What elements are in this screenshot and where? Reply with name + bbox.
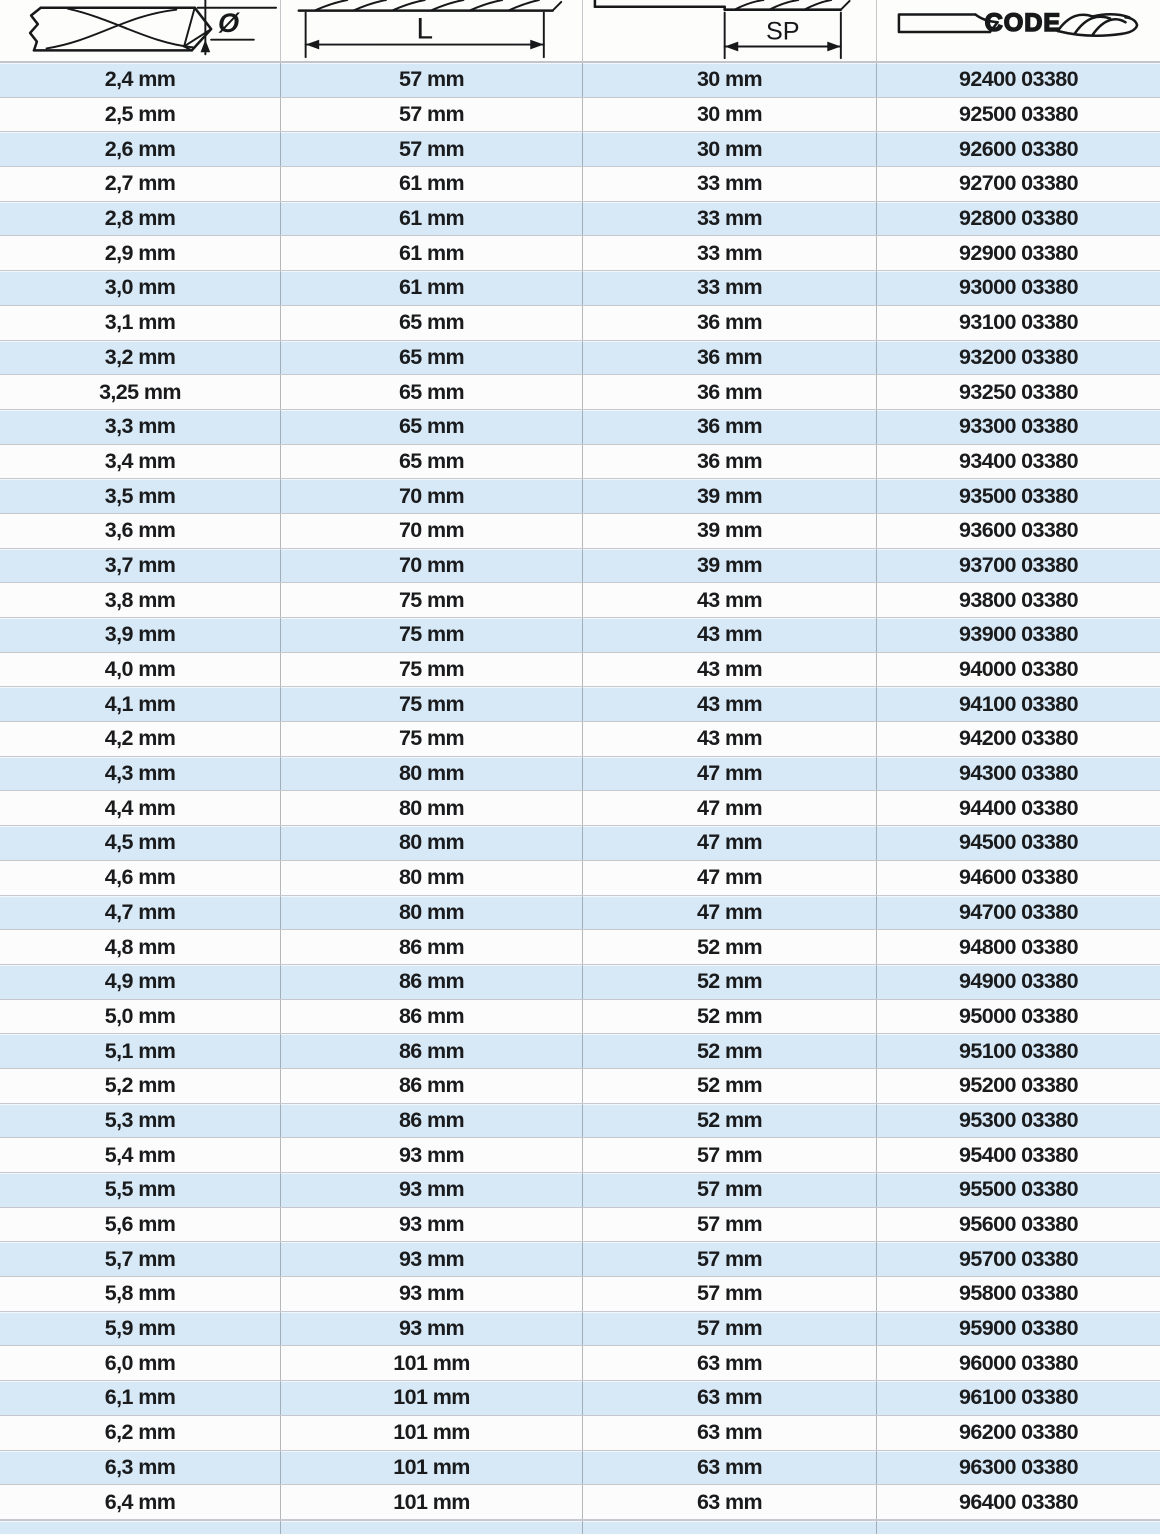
cell-flute-length: 39 mm bbox=[583, 549, 877, 583]
cell-length: 75 mm bbox=[281, 722, 583, 756]
cell-code: 95900 03380 bbox=[959, 1316, 1078, 1341]
cell-diameter: 3,25 mm bbox=[0, 375, 281, 409]
column-header-code bbox=[877, 0, 1160, 61]
cell-diameter: 5,5 mm bbox=[0, 1173, 281, 1207]
cell-diameter: 5,7 mm bbox=[0, 1242, 281, 1276]
cell-diameter: 3,1 mm bbox=[0, 306, 281, 340]
cell-code: 93200 03380 bbox=[959, 344, 1078, 369]
table-row bbox=[0, 341, 1160, 376]
cell-diameter: 4,2 mm bbox=[0, 722, 281, 756]
cell-length: 93 mm bbox=[281, 1277, 583, 1311]
cell-length: 86 mm bbox=[281, 1104, 583, 1138]
cell-flute-length: 30 mm bbox=[583, 98, 877, 132]
table-row bbox=[0, 757, 1160, 792]
cell-flute-length: 47 mm bbox=[583, 757, 877, 791]
drill-code-diagram bbox=[877, 0, 1160, 61]
cell-length: 93 mm bbox=[281, 1138, 583, 1172]
table-row bbox=[0, 98, 1160, 133]
cell-flute-length: 52 mm bbox=[583, 1104, 877, 1138]
cell-diameter: 4,5 mm bbox=[0, 826, 281, 860]
cell-flute-length: 47 mm bbox=[583, 826, 877, 860]
cell-flute-length: 57 mm bbox=[583, 1277, 877, 1311]
cell-diameter: 3,0 mm bbox=[0, 271, 281, 305]
cell-code: 93800 03380 bbox=[959, 587, 1078, 612]
cell-diameter: 4,0 mm bbox=[0, 653, 281, 687]
cell-length: 93 mm bbox=[281, 1242, 583, 1276]
table-row bbox=[0, 132, 1160, 167]
drill-length-diagram bbox=[281, 0, 582, 61]
cell-length: 61 mm bbox=[281, 202, 583, 236]
cell-code: 94800 03380 bbox=[959, 934, 1078, 959]
cell-flute-length: 43 mm bbox=[583, 583, 877, 617]
cell-length: 93 mm bbox=[281, 1312, 583, 1346]
cell-diameter: 5,6 mm bbox=[0, 1208, 281, 1242]
cell-length: 57 mm bbox=[281, 132, 583, 166]
length-symbol-label: L bbox=[416, 12, 434, 46]
cell-diameter: 5,0 mm bbox=[0, 1000, 281, 1034]
cell-diameter: 5,4 mm bbox=[0, 1138, 281, 1172]
table-row bbox=[0, 1242, 1160, 1277]
cell-flute-length: 33 mm bbox=[583, 202, 877, 236]
cell-diameter: 3,9 mm bbox=[0, 618, 281, 652]
cell-length: 93 mm bbox=[281, 1208, 583, 1242]
cell-code: 93400 03380 bbox=[959, 448, 1078, 473]
cell-diameter: 2,8 mm bbox=[0, 202, 281, 236]
cell-length: 80 mm bbox=[281, 861, 583, 895]
cell-code: 94600 03380 bbox=[959, 865, 1078, 890]
table-row bbox=[0, 167, 1160, 202]
cell-code: 92600 03380 bbox=[959, 136, 1078, 161]
cell-diameter: 3,6 mm bbox=[0, 514, 281, 548]
cell-length: 101 mm bbox=[281, 1416, 583, 1450]
cell-diameter: 3,8 mm bbox=[0, 583, 281, 617]
table-row bbox=[0, 410, 1160, 445]
cell-flute-length: 57 mm bbox=[583, 1173, 877, 1207]
cell-length: 86 mm bbox=[281, 1000, 583, 1034]
cell-diameter: 5,1 mm bbox=[0, 1034, 281, 1068]
cell-length: 61 mm bbox=[281, 167, 583, 201]
cell-length: 86 mm bbox=[281, 1069, 583, 1103]
cell-diameter: 4,3 mm bbox=[0, 757, 281, 791]
cell-length: 86 mm bbox=[281, 965, 583, 999]
column-header-diameter bbox=[0, 0, 281, 61]
cell-flute-length: 43 mm bbox=[583, 687, 877, 721]
cell-diameter: 6,4 mm bbox=[0, 1485, 281, 1519]
cell-code: 94300 03380 bbox=[959, 761, 1078, 786]
table-row bbox=[0, 896, 1160, 931]
cell-diameter: 6,3 mm bbox=[0, 1451, 281, 1485]
cell-length: 65 mm bbox=[281, 445, 583, 479]
table-row bbox=[0, 1069, 1160, 1104]
code-label: CODE bbox=[984, 8, 1062, 37]
cell-code: 95400 03380 bbox=[959, 1142, 1078, 1167]
cell-length: 75 mm bbox=[281, 583, 583, 617]
cell-length: 57 mm bbox=[281, 63, 583, 97]
table-row bbox=[0, 1034, 1160, 1069]
cell-length: 65 mm bbox=[281, 306, 583, 340]
cell-code: 95200 03380 bbox=[959, 1073, 1078, 1098]
table-row bbox=[0, 479, 1160, 514]
table-row bbox=[0, 1381, 1160, 1416]
cell-length: 75 mm bbox=[281, 618, 583, 652]
cell-flute-length: 57 mm bbox=[583, 1138, 877, 1172]
cell-flute-length: 63 mm bbox=[583, 1381, 877, 1415]
cell-flute-length: 57 mm bbox=[583, 1208, 877, 1242]
cell-flute-length: 36 mm bbox=[583, 341, 877, 375]
cell-diameter: 5,2 mm bbox=[0, 1069, 281, 1103]
cell-diameter: 3,2 mm bbox=[0, 341, 281, 375]
cell-diameter: 3,5 mm bbox=[0, 479, 281, 513]
table-row bbox=[0, 861, 1160, 896]
cell-length: 70 mm bbox=[281, 479, 583, 513]
cell-code: 95600 03380 bbox=[959, 1212, 1078, 1237]
cell-diameter: 6,1 mm bbox=[0, 1381, 281, 1415]
cell-code: 93300 03380 bbox=[959, 414, 1078, 439]
column-header-length bbox=[281, 0, 583, 61]
cell-code: 93900 03380 bbox=[959, 622, 1078, 647]
table-row bbox=[0, 826, 1160, 861]
cell-diameter: 4,4 mm bbox=[0, 791, 281, 825]
cell-diameter: 2,9 mm bbox=[0, 236, 281, 270]
cell-length: 70 mm bbox=[281, 549, 583, 583]
cell-code: 96300 03380 bbox=[959, 1454, 1078, 1479]
cell-flute-length: 63 mm bbox=[583, 1485, 877, 1519]
cell-diameter: 5,9 mm bbox=[0, 1312, 281, 1346]
table-row bbox=[0, 63, 1160, 98]
table-row bbox=[0, 1173, 1160, 1208]
drill-flute-length-diagram bbox=[583, 0, 876, 61]
table-row bbox=[0, 791, 1160, 826]
cell-flute-length: 36 mm bbox=[583, 410, 877, 444]
cell-flute-length: 43 mm bbox=[583, 618, 877, 652]
cell-diameter: 4,8 mm bbox=[0, 930, 281, 964]
cell-code: 93700 03380 bbox=[959, 552, 1078, 577]
cell-code: 96200 03380 bbox=[959, 1420, 1078, 1445]
table-row bbox=[0, 236, 1160, 271]
cell-length: 57 mm bbox=[281, 98, 583, 132]
cell-length: 80 mm bbox=[281, 757, 583, 791]
cell-diameter: 4,6 mm bbox=[0, 861, 281, 895]
cell-diameter: 2,7 mm bbox=[0, 167, 281, 201]
cell-code: 94100 03380 bbox=[959, 691, 1078, 716]
cell-code: 94900 03380 bbox=[959, 969, 1078, 994]
cell-code: 94700 03380 bbox=[959, 899, 1078, 924]
cell-length: 101 mm bbox=[281, 1381, 583, 1415]
table-header bbox=[0, 0, 1160, 63]
cell-code: 92800 03380 bbox=[959, 206, 1078, 231]
table-row bbox=[0, 514, 1160, 549]
table-row bbox=[0, 1138, 1160, 1173]
cell-code: 93000 03380 bbox=[959, 275, 1078, 300]
cell-code: 93600 03380 bbox=[959, 518, 1078, 543]
table-row bbox=[0, 722, 1160, 757]
cell-flute-length: 52 mm bbox=[583, 1034, 877, 1068]
cell-code: 92500 03380 bbox=[959, 102, 1078, 127]
cell-flute-length: 36 mm bbox=[583, 375, 877, 409]
table-row bbox=[0, 653, 1160, 688]
table-row bbox=[0, 1000, 1160, 1035]
cell-flute-length: 52 mm bbox=[583, 930, 877, 964]
cell-length: 75 mm bbox=[281, 687, 583, 721]
partial-next-row bbox=[0, 1520, 1160, 1534]
cell-flute-length: 57 mm bbox=[583, 1242, 877, 1276]
table-row bbox=[0, 618, 1160, 653]
cell-diameter: 4,9 mm bbox=[0, 965, 281, 999]
cell-flute-length: 52 mm bbox=[583, 1069, 877, 1103]
cell-flute-length: 30 mm bbox=[583, 63, 877, 97]
diameter-symbol-label: Ø bbox=[218, 6, 240, 38]
cell-code: 95700 03380 bbox=[959, 1246, 1078, 1271]
cell-flute-length: 47 mm bbox=[583, 861, 877, 895]
cell-length: 61 mm bbox=[281, 271, 583, 305]
table-row bbox=[0, 965, 1160, 1000]
cell-code: 96400 03380 bbox=[959, 1489, 1078, 1514]
cell-flute-length: 52 mm bbox=[583, 965, 877, 999]
cell-length: 80 mm bbox=[281, 826, 583, 860]
cell-flute-length: 63 mm bbox=[583, 1451, 877, 1485]
cell-flute-length: 57 mm bbox=[583, 1312, 877, 1346]
cell-flute-length: 36 mm bbox=[583, 306, 877, 340]
cell-length: 101 mm bbox=[281, 1346, 583, 1380]
table-row bbox=[0, 1312, 1160, 1347]
cell-flute-length: 63 mm bbox=[583, 1416, 877, 1450]
table-row bbox=[0, 1104, 1160, 1139]
cell-code: 94000 03380 bbox=[959, 657, 1078, 682]
table-row bbox=[0, 445, 1160, 480]
table-row bbox=[0, 1485, 1160, 1520]
cell-length: 61 mm bbox=[281, 236, 583, 270]
table-row bbox=[0, 271, 1160, 306]
cell-code: 95800 03380 bbox=[959, 1281, 1078, 1306]
cell-code: 96000 03380 bbox=[959, 1350, 1078, 1375]
cell-code: 94400 03380 bbox=[959, 795, 1078, 820]
cell-diameter: 4,1 mm bbox=[0, 687, 281, 721]
cell-code: 95100 03380 bbox=[959, 1038, 1078, 1063]
table-row bbox=[0, 930, 1160, 965]
cell-diameter: 4,7 mm bbox=[0, 896, 281, 930]
cell-code: 94200 03380 bbox=[959, 726, 1078, 751]
table-row bbox=[0, 202, 1160, 237]
cell-length: 65 mm bbox=[281, 410, 583, 444]
cell-flute-length: 39 mm bbox=[583, 514, 877, 548]
cell-flute-length: 33 mm bbox=[583, 236, 877, 270]
table-row bbox=[0, 1451, 1160, 1486]
table-row bbox=[0, 549, 1160, 584]
cell-code: 93500 03380 bbox=[959, 483, 1078, 508]
cell-length: 101 mm bbox=[281, 1451, 583, 1485]
cell-diameter: 3,4 mm bbox=[0, 445, 281, 479]
table-row bbox=[0, 1346, 1160, 1381]
cell-flute-length: 30 mm bbox=[583, 132, 877, 166]
cell-code: 94500 03380 bbox=[959, 830, 1078, 855]
cell-code: 95000 03380 bbox=[959, 1003, 1078, 1028]
table-row bbox=[0, 1208, 1160, 1243]
table-row bbox=[0, 306, 1160, 341]
table-body bbox=[0, 63, 1160, 1520]
cell-diameter: 2,6 mm bbox=[0, 132, 281, 166]
cell-diameter: 3,3 mm bbox=[0, 410, 281, 444]
table-row bbox=[0, 1416, 1160, 1451]
cell-flute-length: 52 mm bbox=[583, 1000, 877, 1034]
cell-diameter: 6,0 mm bbox=[0, 1346, 281, 1380]
cell-code: 92700 03380 bbox=[959, 171, 1078, 196]
cell-flute-length: 47 mm bbox=[583, 791, 877, 825]
cell-code: 93250 03380 bbox=[959, 379, 1078, 404]
cell-code: 93100 03380 bbox=[959, 310, 1078, 335]
cell-length: 93 mm bbox=[281, 1173, 583, 1207]
cell-flute-length: 47 mm bbox=[583, 896, 877, 930]
table-row bbox=[0, 583, 1160, 618]
cell-diameter: 3,7 mm bbox=[0, 549, 281, 583]
cell-code: 95300 03380 bbox=[959, 1107, 1078, 1132]
cell-code: 95500 03380 bbox=[959, 1177, 1078, 1202]
cell-length: 65 mm bbox=[281, 375, 583, 409]
cell-diameter: 5,8 mm bbox=[0, 1277, 281, 1311]
flute-symbol-label: SP bbox=[765, 17, 800, 46]
table-row bbox=[0, 687, 1160, 722]
cell-flute-length: 43 mm bbox=[583, 722, 877, 756]
cell-length: 80 mm bbox=[281, 791, 583, 825]
cell-length: 65 mm bbox=[281, 341, 583, 375]
cell-length: 70 mm bbox=[281, 514, 583, 548]
table-row bbox=[0, 375, 1160, 410]
drill-diameter-diagram bbox=[0, 0, 280, 61]
cell-flute-length: 43 mm bbox=[583, 653, 877, 687]
cell-length: 86 mm bbox=[281, 1034, 583, 1068]
cell-flute-length: 39 mm bbox=[583, 479, 877, 513]
cell-diameter: 6,2 mm bbox=[0, 1416, 281, 1450]
cell-flute-length: 33 mm bbox=[583, 167, 877, 201]
cell-diameter: 2,4 mm bbox=[0, 63, 281, 97]
cell-length: 80 mm bbox=[281, 896, 583, 930]
cell-flute-length: 33 mm bbox=[583, 271, 877, 305]
cell-code: 96100 03380 bbox=[959, 1385, 1078, 1410]
cell-flute-length: 63 mm bbox=[583, 1346, 877, 1380]
cell-length: 86 mm bbox=[281, 930, 583, 964]
cell-diameter: 5,3 mm bbox=[0, 1104, 281, 1138]
table-row bbox=[0, 1277, 1160, 1312]
cell-code: 92400 03380 bbox=[959, 67, 1078, 92]
cell-code: 92900 03380 bbox=[959, 240, 1078, 265]
cell-length: 75 mm bbox=[281, 653, 583, 687]
cell-flute-length: 36 mm bbox=[583, 445, 877, 479]
cell-length: 101 mm bbox=[281, 1485, 583, 1519]
column-header-flute-length bbox=[583, 0, 877, 61]
cell-diameter: 2,5 mm bbox=[0, 98, 281, 132]
